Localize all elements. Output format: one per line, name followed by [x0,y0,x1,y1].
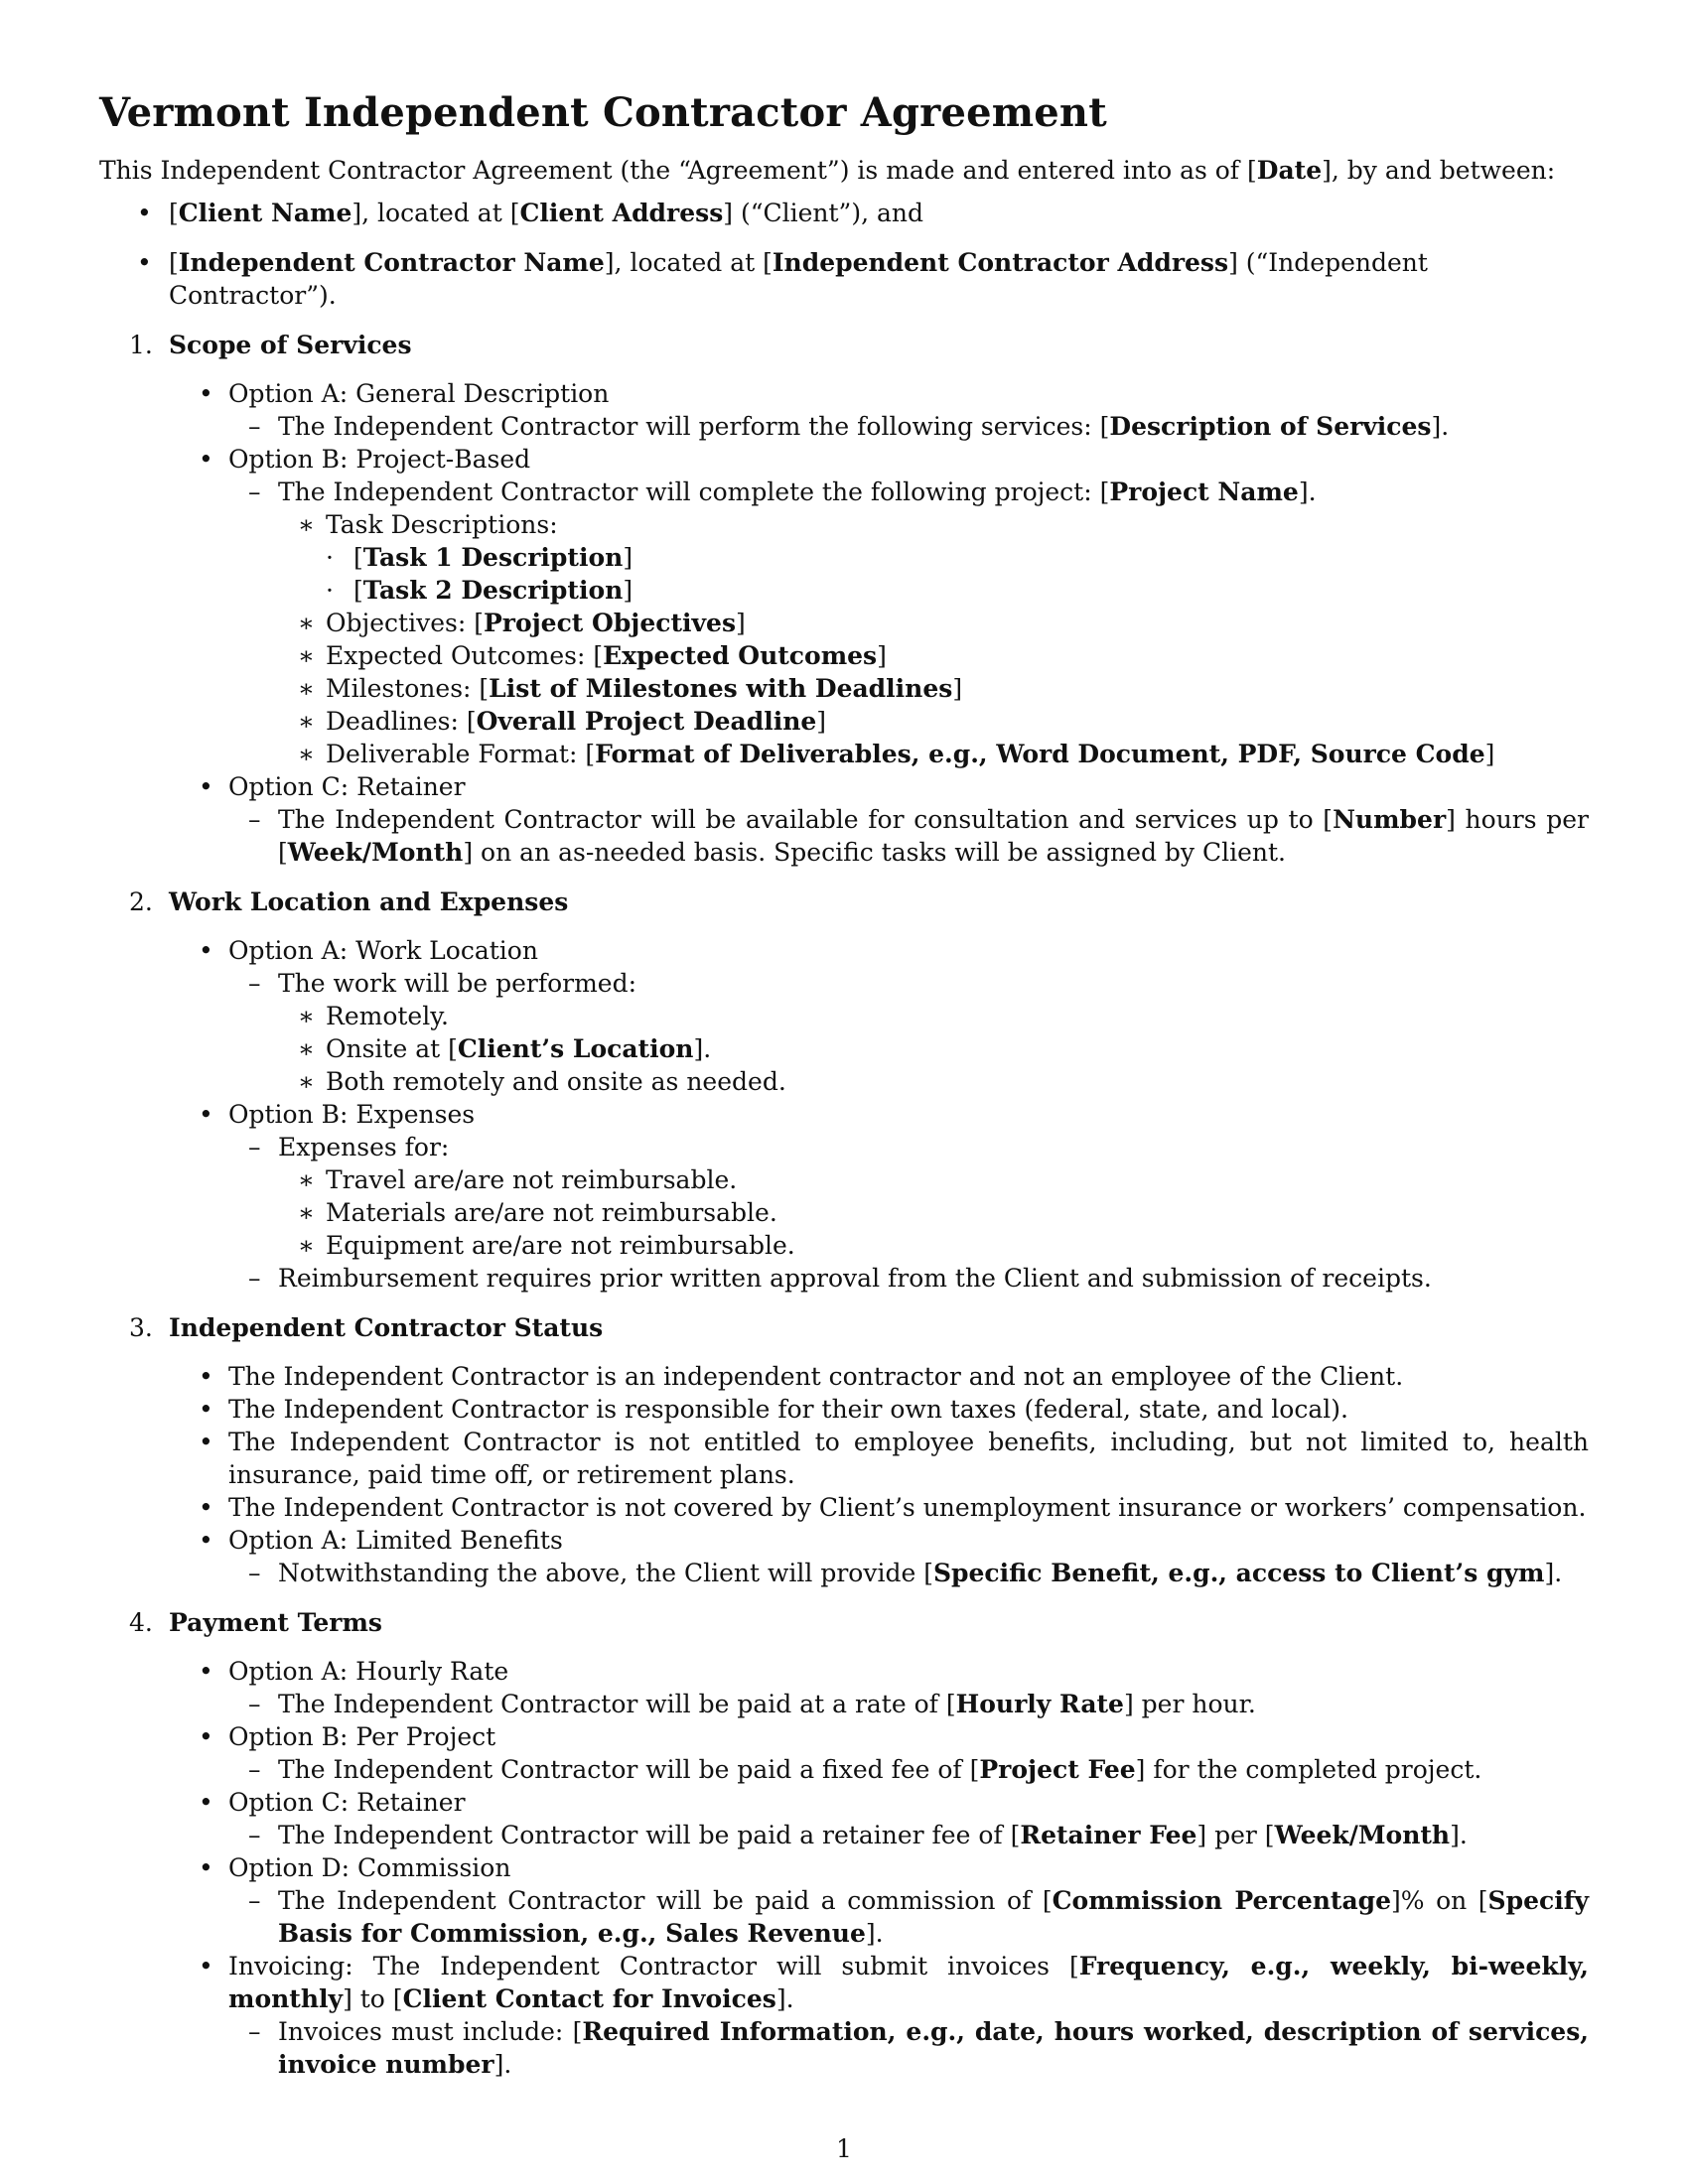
list-item: ∗ Expected Outcomes: [Expected Outcomes] [298,641,887,670]
list-item: • Option C: Retainer [199,772,466,801]
list-item: • The Independent Contractor is not entitled to employee benefits, including, but not limited to, health insurance, paid time off, or retirement plans. [199,1428,1589,1489]
list-item: • The Independent Contractor is responsible for their own taxes (federal, state, and local). [199,1395,1348,1424]
list-item: – The Independent Contractor will be paid a commission of [Commission Percentage]% on [Specify Basis for Commission, e.g., Sales Revenue]. [248,1886,1589,1948]
list-item: • Option B: Project-Based [199,445,531,474]
list-item: ∗ Task Descriptions: [298,510,558,539]
list-item: • The Independent Contractor is an independent contractor and not an employee of the Client. [199,1362,1404,1391]
section-heading: 4. Payment Terms [129,1608,382,1637]
date-placeholder: Date [1256,156,1323,185]
section-work-location [99,886,1589,1295]
list-item: – The Independent Contractor will be paid a retainer fee of [Retainer Fee] per [Week/Month]. [248,1821,1468,1849]
list-item: • Option B: Per Project [199,1722,496,1751]
list-item: • Option A: Limited Benefits [199,1526,563,1555]
list-item: ∗ Deadlines: [Overall Project Deadline] [298,707,827,736]
list-item: · [Task 2 Description] [326,576,633,605]
section-scope-of-services [99,329,1589,869]
list-item: – Notwithstanding the above, the Client will provide [Specific Benefit, e.g., access to Client’s gym]. [248,1559,1563,1587]
list-item: • The Independent Contractor is not covered by Client’s unemployment insurance or workers’ compensation. [199,1493,1587,1522]
list-item: – The Independent Contractor will be available for consultation and services up to [Number] hours per [Week/Month] on an as-needed basis. Specific tasks will be assigned by Client. [248,805,1590,867]
section-heading: 3. Independent Contractor Status [129,1313,604,1342]
list-item: • Invoicing: The Independent Contractor will submit invoices [Frequency, e.g., weekly, bi-weekly, monthly] to [Client Contact for Invoices]. [199,1952,1590,2013]
list-item: • Option D: Commission [199,1853,511,1882]
list-item: ∗ Milestones: [List of Milestones with Deadlines] [298,674,963,703]
list-item: – The Independent Contractor will complete the following project: [Project Name]. [248,478,1317,506]
list-item: – Invoices must include: [Required Information, e.g., date, hours worked, description of services, invoice number]. [248,2017,1589,2079]
list-item: ∗ Deliverable Format: [Format of Deliverables, e.g., Word Document, PDF, Source Code] [298,740,1495,768]
list-item: – The work will be performed: [248,969,637,998]
list-item: ∗ Both remotely and onsite as needed. [298,1067,786,1096]
document-page [99,79,1589,2081]
party-contractor: • [Independent Contractor Name], located at [Independent Contractor Address] (“Independent Contractor”). [99,246,1589,312]
list-item: ∗ Remotely. [298,1002,449,1030]
section-contractor-status [99,1311,1589,1589]
list-item: ∗ Equipment are/are not reimbursable. [298,1231,795,1260]
list-item: • Option A: Hourly Rate [199,1657,509,1686]
section-heading: 2. Work Location and Expenses [129,887,569,916]
list-item: ∗ Objectives: [Project Objectives] [298,609,746,637]
list-item: • Option C: Retainer [199,1788,466,1817]
list-item: ∗ Travel are/are not reimbursable. [298,1165,738,1194]
list-item: – The Independent Contractor will be paid at a rate of [Hourly Rate] per hour. [248,1690,1256,1718]
page-title: Vermont Independent Contractor Agreement [99,89,1107,136]
page-number: 1 [836,2134,852,2163]
list-item: – The Independent Contractor will perform the following services: [Description of Services]. [248,412,1450,441]
list-item: – The Independent Contractor will be paid a fixed fee of [Project Fee] for the completed project. [248,1755,1482,1784]
list-item: ∗ Materials are/are not reimbursable. [298,1198,777,1227]
list-item: • Option B: Expenses [199,1100,476,1129]
list-item: • Option A: General Description [199,379,610,408]
list-item: · [Task 1 Description] [326,543,633,572]
party-client: • [Client Name], located at [Client Address] (“Client”), and [99,197,1589,229]
parties-list [99,197,1589,312]
section-payment-terms [99,1606,1589,2081]
intro-paragraph: This Independent Contractor Agreement (the “Agreement”) is made and entered into as of [Date], by and between: [99,156,1556,185]
list-item: ∗ Onsite at [Client’s Location]. [298,1034,712,1063]
list-item: – Reimbursement requires prior written approval from the Client and submission of receipts. [248,1264,1432,1293]
list-item: – Expenses for: [248,1133,450,1161]
section-heading: 1. Scope of Services [129,331,412,359]
list-item: • Option A: Work Location [199,936,538,965]
